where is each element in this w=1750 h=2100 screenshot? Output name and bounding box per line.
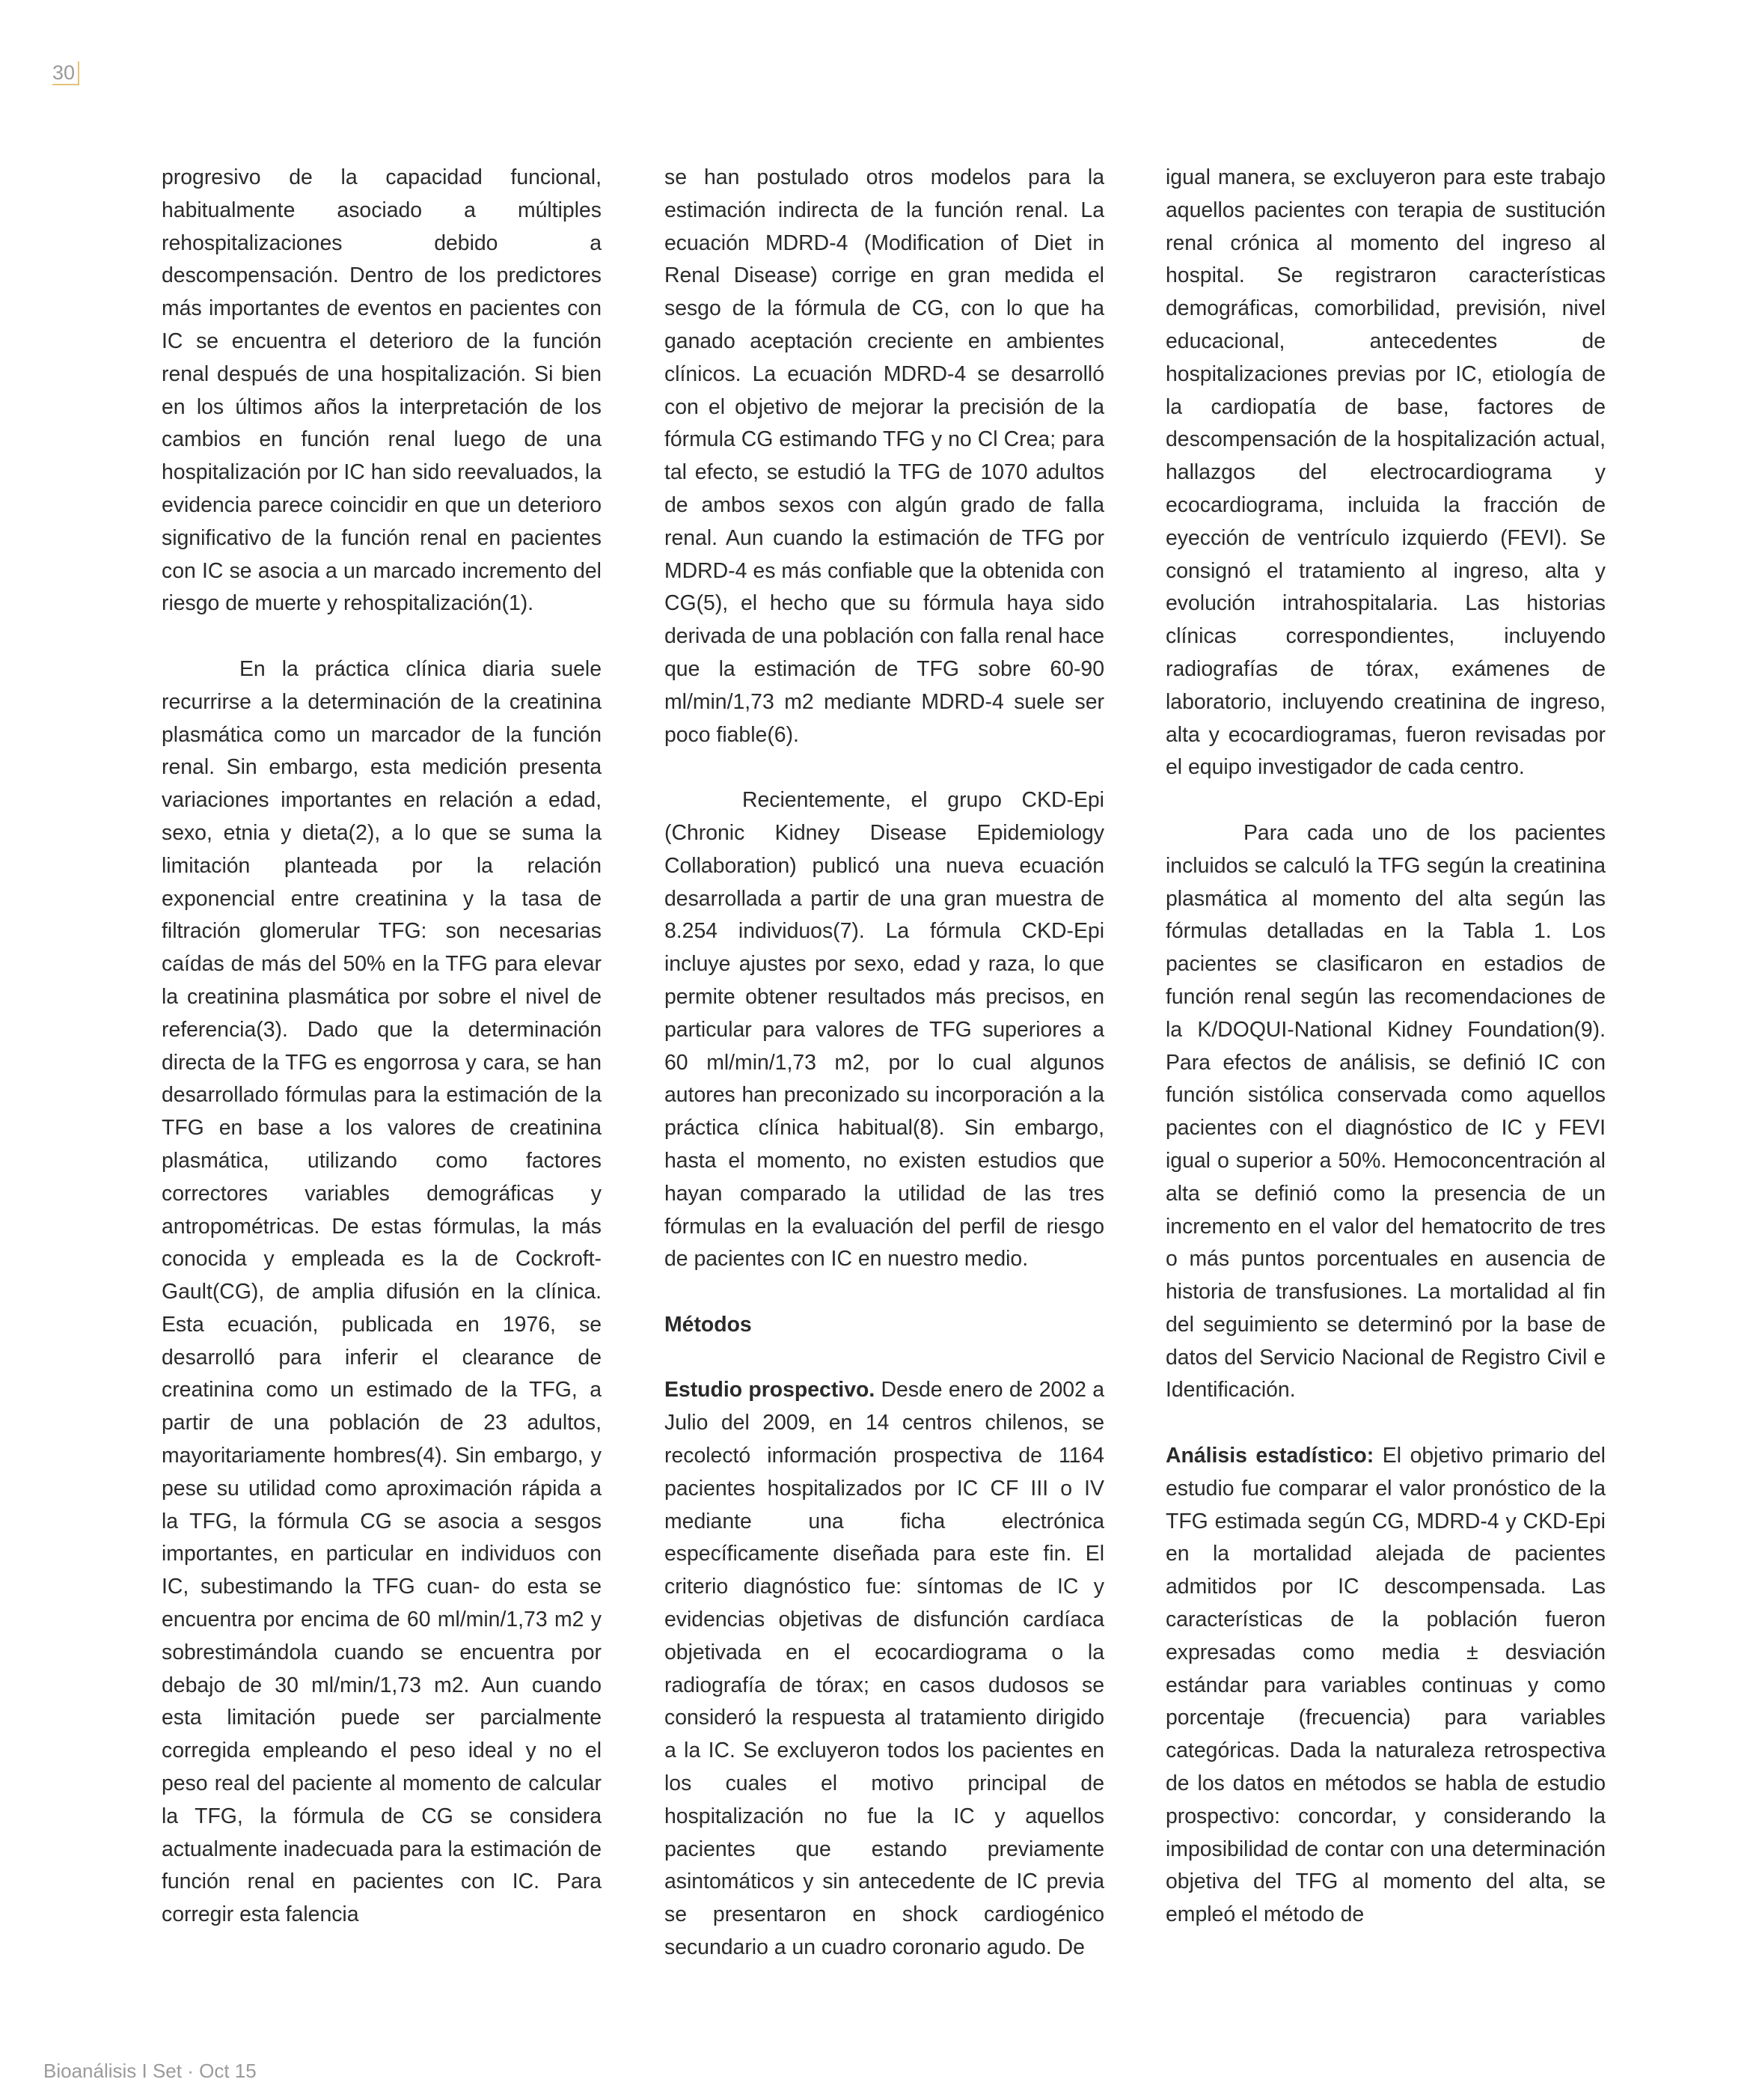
- column-3: [1166, 162, 1606, 1932]
- page-number: 30: [52, 61, 79, 85]
- paragraph-lead: Estudio prospectivo.: [664, 1378, 875, 1402]
- paragraph: Para cada uno de los pacientes incluidos se calculó la TFG según la creatinina plasmática al momento del alta según las fórmulas detalladas en la Tabla 1. Los pacientes se clasificaron en estadios de función renal según las recomendaciones de la K/DOQUI-National Kidney Foundation(9). Para efectos de análisis, se definió IC con función sistólica conservada como aquellos pacientes con el diagnóstico de IC y FEVI igual o superior a 50%. Hemoconcentración al alta se definió como la presencia de un incremento en el valor del hematocrito de tres o más puntos porcentuales en ausencia de historia de transfusiones. La mortalidad al fin del seguimiento se determinó por la base de datos del Servicio Nacional de Registro Civil e Identificación.: [1166, 820, 1606, 1402]
- paragraph-body: Desde enero de 2002 a Julio del 2009, en 14 centros chilenos, se recolectó información prospectiva de 1164 pacientes hospitalizados por IC CF III o IV mediante una ficha electrónica específicamente diseñada para este fin. El criterio diagnóstico fue: síntomas de IC y evidencias objetivas de disfunción cardíaca objetivada en el ecocardiograma o la radiografía de tórax; en casos dudosos se consideró la respuesta al tratamiento dirigido a la IC. Se excluyeron todos los pacientes en los cuales el motivo principal de hospitalización no fue la IC y aquellos pacientes que estando previamente asintomáticos y sin antecedente de IC previa se presentaron en shock cardiogénico secundario a un cuadro coronario agudo. De: [664, 1378, 1104, 1960]
- paragraph: En la práctica clínica diaria suele recurrirse a la determinación de la creatinina plasmática como un marcador de la función renal. Sin embargo, esta medición presenta variaciones importantes en relación a edad, sexo, etnia y dieta(2), a lo que se suma la limitación planteada por la relación exponencial entre creatinina y la tasa de filtración glomerular TFG: son necesarias caídas de más del 50% en la TFG para elevar la creatinina plasmática por sobre el nivel de referencia(3). Dado que la determinación directa de la TFG es engorrosa y cara, se han desarrollado fórmulas para la estimación de la TFG en base a los valores de creatinina plasmática, utilizando como factores correctores variables demográficas y antropométricas. De estas fórmulas, la más conocida y empleada es la de Cockroft-Gault(CG), de amplia difusión en la clínica. Esta ecuación, publicada en 1976, se desarrolló para inferir el clearance de creatinina como un estimado de la TFG, a partir de una población de 23 adultos, mayoritariamente hombres(4). Sin embargo, y pese su utilidad como aproximación rápida a la TFG, la fórmula CG se asocia a sesgos importantes, en particular en individuos con IC, subestimando la TFG cuan- do esta se encuentra por encima de 60 ml/min/1,73 m2 y sobrestimándola cuando se encuentra por debajo de 30 ml/min/1,73 m2. Aun cuando esta limitación puede ser parcialmente corregida empleando el peso ideal y no el peso real del paciente al momento de calcular la TFG, la fórmula de CG se considera actualmente inadecuada para la estimación de función renal en pacientes con IC. Para corregir esta falencia: [162, 656, 602, 1927]
- section-heading: Métodos: [664, 1312, 752, 1337]
- paragraph-body: El objetivo primario del estudio fue comparar el valor pronóstico de la TFG estimada según CG, MDRD-4 y CKD-Epi en la mortalidad alejada de pacientes admitidos por IC descompensada. Las características de la población fueron expresadas como media ± desviación estándar para variables continuas y como porcentaje (frecuencia) para variables categóricas. Dada la naturaleza retrospectiva de los datos en métodos se habla de estudio prospectivo: concordar, y considerando la imposibilidad de contar con una determinación objetiva del TFG al momento del alta, se empleó el método de: [1166, 1444, 1606, 1927]
- paragraph: progresivo de la capacidad funcional, habitualmente asociado a múltiples rehospitalizaciones debido a descompensación. Dentro de los predictores más importantes de eventos en pacientes con IC se encuentra el deterioro de la función renal después de una hospitalización. Si bien en los últimos años la interpretación de los cambios en función renal luego de una hospitalización por IC han sido reevaluados, la evidencia parece coincidir en que un deterioro significativo de la función renal en pacientes con IC se asocia a un marcado incremento del riesgo de muerte y rehospitalización(1).: [162, 165, 602, 616]
- paragraph: igual manera, se excluyeron para este trabajo aquellos pacientes con terapia de sustitución renal crónica al momento del ingreso al hospital. Se registraron características demográficas, comorbilidad, previsión, nivel educacional, antecedentes de hospitalizaciones previas por IC, etiología de la cardiopatía de base, factores de descompensación de la hospitalización actual, hallazgos del electrocardiograma y ecocardiograma, incluida la fracción de eyección de ventrículo izquierdo (FEVI). Se consignó el tratamiento al ingreso, alta y evolución intrahospitalaria. Las historias clínicas correspondientes, incluyendo radiografías de tórax, exámenes de laboratorio, incluyendo creatinina de ingreso, alta y ecocardiogramas, fueron revisadas por el equipo investigador de cada centro.: [1166, 165, 1606, 780]
- paragraph-lead: Análisis estadístico:: [1166, 1444, 1374, 1468]
- footer: Bioanálisis I Set · Oct 15: [43, 2060, 257, 2082]
- column-2: [664, 162, 1104, 1965]
- column-1: [162, 162, 602, 1932]
- paragraph: se han postulado otros modelos para la estimación indirecta de la función renal. La ecuación MDRD-4 (Modification of Diet in Renal Disease) corrige en gran medida el sesgo de la fórmula de CG, con lo que ha ganado aceptación creciente en ambientes clínicos. La ecuación MDRD-4 se desarrolló con el objetivo de mejorar la precisión de la fórmula CG estimando TFG y no Cl Crea; para tal efecto, se estudió la TFG de 1070 adultos de ambos sexos con algún grado de falla renal. Aun cuando la estimación de TFG por MDRD-4 es más confiable que la obtenida con CG(5), el hecho que su fórmula haya sido derivada de una población con falla renal hace que la estimación de TFG sobre 60-90 ml/min/1,73 m2 mediante MDRD-4 suele ser poco fiable(6).: [664, 165, 1104, 747]
- paragraph: Recientemente, el grupo CKD-Epi (Chronic Kidney Disease Epidemiology Collaboration) publicó una nueva ecuación desarrollada a partir de una gran muestra de 8.254 individuos(7). La fórmula CKD-Epi incluye ajustes por sexo, edad y raza, lo que permite obtener resultados más precisos, en particular para valores de TFG superiores a 60 ml/min/1,73 m2, por lo cual algunos autores han preconizado su incorporación a la práctica clínica habitual(8). Sin embargo, hasta el momento, no existen estudios que hayan comparado la utilidad de las tres fórmulas en la evaluación del perfil de riesgo de pacientes con IC en nuestro medio.: [664, 788, 1104, 1272]
- paragraph: [664, 1374, 1104, 1964]
- paragraph: [1166, 1440, 1606, 1932]
